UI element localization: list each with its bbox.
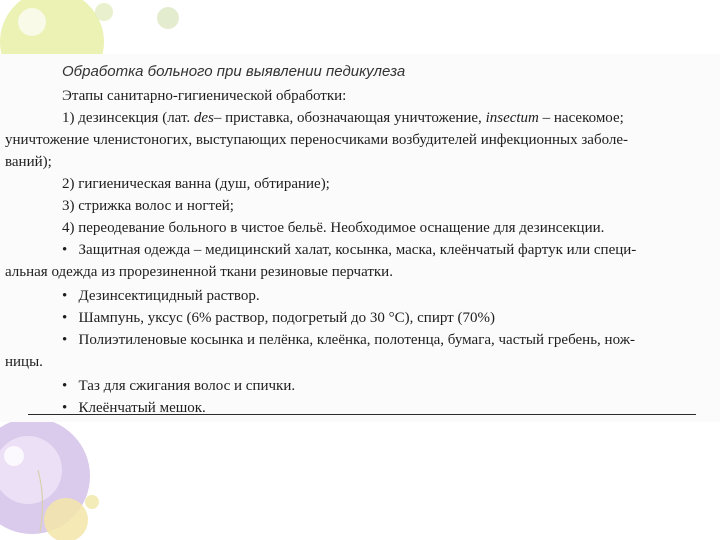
step-1-text-c: – насекомое; <box>542 110 624 126</box>
doc-title: Обработка больного при выявлении педикулеза <box>62 63 406 80</box>
step-4 <box>62 219 604 237</box>
step-3 <box>62 197 234 215</box>
bullet-marker: • <box>62 332 68 348</box>
bullet-2-text: Дезинсектицидный раствор. <box>78 288 260 304</box>
bullet-2 <box>62 287 260 305</box>
step-2 <box>62 175 330 193</box>
bullet-marker: • <box>62 288 68 304</box>
bullet-1 <box>62 241 636 259</box>
bullet-1-line-2: альная одежда из прорезиненной ткани резиновые перчатки. <box>5 264 393 280</box>
step-4-text: переодевание больного в чистое бельё. Необходимое оснащение для дезинсекции. <box>78 220 605 236</box>
step-2-text: гигиеническая ванна (душ, обтирание); <box>78 176 330 192</box>
step-1 <box>62 109 624 127</box>
bullet-3-text: Шампунь, уксус (6% раствор, подогретый до 30 °С), спирт (70%) <box>78 310 495 326</box>
step-1-text-b: – приставка, обозначающая уничтожение, <box>213 110 482 126</box>
bullet-3 <box>62 309 495 327</box>
bullet-marker: • <box>62 400 68 416</box>
step-1-des: des <box>193 110 214 126</box>
bullet-5-text: Таз для сжигания волос и спички. <box>78 378 296 394</box>
bullet-marker: • <box>62 242 68 258</box>
bullet-1-text: Защитная одежда – медицинский халат, косынка, маска, клеёнчатый фартук или специ- <box>78 242 637 258</box>
step-3-text: стрижка волос и ногтей; <box>78 198 234 214</box>
step-1-number: 1) <box>62 110 75 126</box>
bullet-4 <box>62 331 635 349</box>
bullet-marker: • <box>62 378 68 394</box>
bullet-4-line-2: ницы. <box>5 354 43 370</box>
bullet-4-text: Полиэтиленовые косынка и пелёнка, клеёнка, полотенца, бумага, частый гребень, нож- <box>78 332 636 348</box>
bullet-marker: • <box>62 310 68 326</box>
bullet-6 <box>62 399 206 417</box>
step-1-text-a: дезинсекция (лат. <box>78 110 191 126</box>
doc-subtitle: Этапы санитарно-гигиенической обработки: <box>62 88 347 104</box>
step-4-number: 4) <box>62 220 75 236</box>
step-3-number: 3) <box>62 198 75 214</box>
bullet-5 <box>62 377 295 395</box>
step-1-line-2: уничтожение членистоногих, выступающих переносчиками возбудителей инфекционных заболе- <box>5 132 629 148</box>
step-2-number: 2) <box>62 176 75 192</box>
step-1-insectum: insectum <box>485 110 539 126</box>
bullet-6-text: Клеёнчатый мешок. <box>78 400 206 416</box>
step-1-line-3: ваний); <box>5 154 52 170</box>
